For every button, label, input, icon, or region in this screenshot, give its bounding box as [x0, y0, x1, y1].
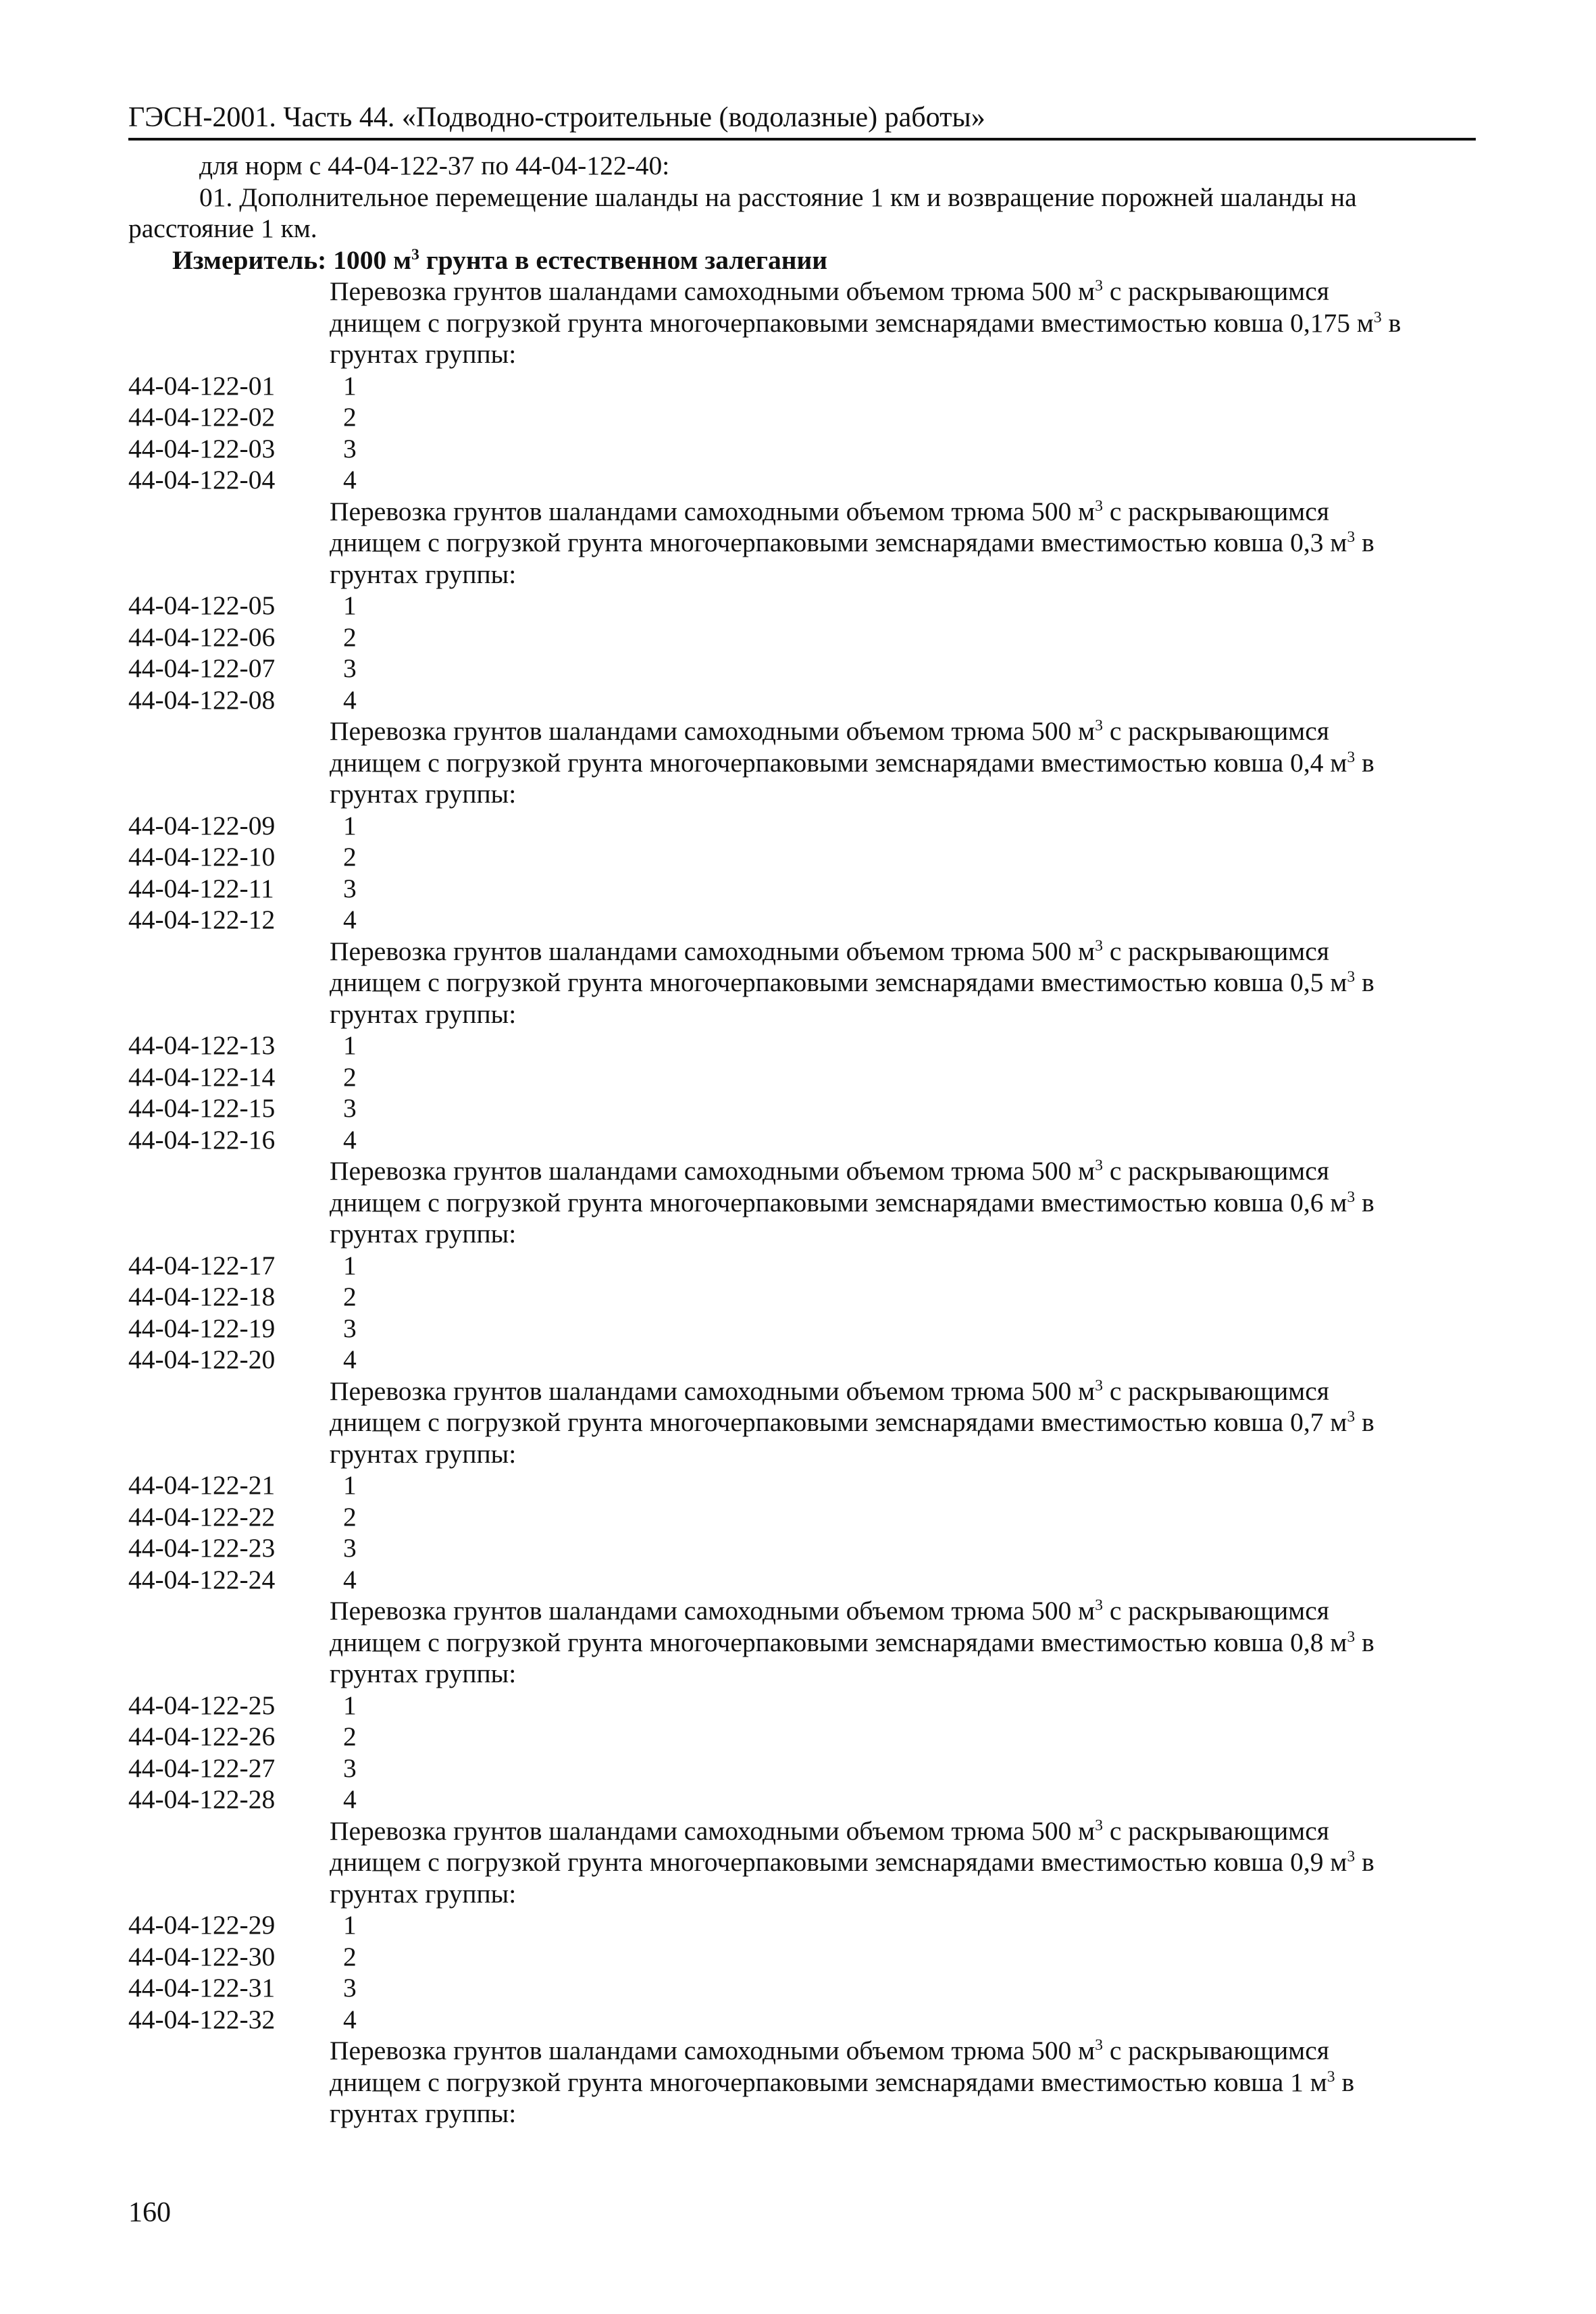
norm-row: [128, 684, 1476, 716]
norm-block: [128, 715, 1476, 936]
norm-row: [128, 653, 1476, 684]
description-line-1: [330, 1376, 1478, 1407]
block-description: [128, 276, 1478, 370]
norm-row: [128, 873, 1476, 905]
block-description: [128, 1595, 1478, 1690]
note-line-1: 01. Дополнительное перемещение шаланды на расстояние 1 км и возвращение порожней шаланды на: [199, 182, 1357, 212]
description-text: с раскрывающимся: [1102, 276, 1329, 306]
norm-code: 44-04-122-20: [128, 1344, 276, 1374]
description-text: днищем с погрузкой грунта многочерпаковыми земснарядами вместимостью ковша 0,8 м: [330, 1627, 1347, 1657]
description-line-2: [330, 967, 1478, 999]
norm-row: [128, 1281, 1476, 1313]
norm-row: [128, 464, 1476, 496]
measure-unit: [128, 245, 1476, 276]
norm-row: [128, 1344, 1476, 1376]
norm-block: [128, 1815, 1476, 2036]
cubic-sup: 3: [1347, 967, 1356, 986]
norms-range-line: для норм с 44-04-122-37 по 44-04-122-40:: [199, 151, 670, 180]
soil-group: 2: [343, 1941, 357, 1971]
norm-block: [128, 1376, 1476, 1596]
description-text: Перевозка грунтов шаландами самоходными объемом трюма 500 м: [330, 1815, 1096, 1846]
soil-group: 2: [343, 402, 357, 432]
soil-group: 1: [343, 1470, 357, 1500]
soil-group: 4: [343, 1784, 357, 1814]
description-text: в: [1355, 1847, 1374, 1877]
description-line-3: грунтах группы:: [330, 779, 517, 809]
norm-row: [128, 841, 1476, 873]
description-text: с раскрывающимся: [1102, 1376, 1329, 1406]
norm-row: [128, 1972, 1476, 2004]
description-line-3: грунтах группы:: [330, 339, 517, 369]
norm-code: 44-04-122-30: [128, 1941, 276, 1971]
norm-code: 44-04-122-23: [128, 1533, 276, 1563]
soil-group: 3: [343, 1753, 357, 1783]
soil-group: 3: [343, 1533, 357, 1563]
cubic-sup: 3: [1347, 1847, 1356, 1865]
norm-code: 44-04-122-26: [128, 1721, 276, 1751]
norm-code: 44-04-122-19: [128, 1313, 276, 1343]
norm-code: 44-04-122-06: [128, 622, 276, 652]
description-text: с раскрывающимся: [1102, 716, 1329, 746]
description-text: Перевозка грунтов шаландами самоходными объемом трюма 500 м: [330, 496, 1096, 526]
norm-row: [128, 1092, 1476, 1124]
description-text: Перевозка грунтов шаландами самоходными объемом трюма 500 м: [330, 716, 1096, 746]
norm-block: [128, 2035, 1476, 2130]
cubic-sup: 3: [1347, 528, 1356, 546]
norm-code: 44-04-122-29: [128, 1910, 276, 1940]
block-description: [128, 496, 1478, 590]
norm-code: 44-04-122-13: [128, 1030, 276, 1060]
soil-group: 4: [343, 465, 357, 495]
norm-row: [128, 1061, 1476, 1093]
norm-code: 44-04-122-28: [128, 1784, 276, 1814]
block-description: [128, 1376, 1478, 1470]
norm-code: 44-04-122-32: [128, 2004, 276, 2034]
description-text: днищем с погрузкой грунта многочерпаковыми земснарядами вместимостью ковша 0,175 м: [330, 307, 1374, 338]
norm-row: [128, 1690, 1476, 1721]
description-text: с раскрывающимся: [1102, 936, 1329, 966]
norm-code: 44-04-122-17: [128, 1250, 276, 1280]
cubic-sup: 3: [1095, 1376, 1103, 1394]
norm-row: [128, 433, 1476, 465]
norm-block: [128, 1155, 1476, 1376]
description-text: в: [1381, 307, 1401, 338]
block-description: [128, 715, 1478, 810]
description-text: днищем с погрузкой грунта многочерпаковыми земснарядами вместимостью ковша 0,4 м: [330, 747, 1347, 778]
description-text: днищем с погрузкой грунта многочерпаковыми земснарядами вместимостью ковша 0,7 м: [330, 1407, 1347, 1437]
block-description: [128, 1815, 1478, 1910]
description-line-1: [330, 715, 1478, 747]
description-text: Перевозка грунтов шаландами самоходными объемом трюма 500 м: [330, 2036, 1096, 2065]
soil-group: 1: [343, 590, 357, 620]
soil-group: 2: [343, 1061, 357, 1092]
soil-group: 2: [343, 842, 357, 872]
description-line-3: грунтах группы:: [330, 2098, 517, 2128]
description-text: днищем с погрузкой грунта многочерпаковыми земснарядами вместимостью ковша 0,5 м: [330, 967, 1347, 997]
norm-code: 44-04-122-14: [128, 1061, 276, 1092]
description-line-2: [330, 307, 1478, 339]
norm-row: [128, 1564, 1476, 1596]
soil-group: 1: [343, 1690, 357, 1720]
norm-code: 44-04-122-01: [128, 370, 276, 401]
description-text: днищем с погрузкой грунта многочерпаковыми земснарядами вместимостью ковша 0,3 м: [330, 528, 1347, 557]
soil-group: 4: [343, 905, 357, 934]
norm-row: [128, 1909, 1476, 1941]
norm-code: 44-04-122-24: [128, 1564, 276, 1594]
cubic-sup: 3: [1095, 716, 1103, 734]
norm-block: [128, 496, 1476, 716]
norm-row: [128, 1250, 1476, 1282]
description-line-3: грунтах группы:: [330, 1219, 517, 1249]
description-text: в: [1355, 1407, 1374, 1437]
norm-row: [128, 590, 1476, 622]
soil-group: 3: [343, 653, 357, 683]
soil-group: 3: [343, 433, 357, 463]
description-text: с раскрывающимся: [1102, 1156, 1329, 1186]
norm-row: [128, 1124, 1476, 1156]
soil-group: 3: [343, 1973, 357, 2003]
norm-code: 44-04-122-07: [128, 653, 276, 683]
cubic-sup: 3: [1327, 2067, 1335, 2086]
cubic-sup: 3: [1095, 497, 1103, 515]
block-description: [128, 936, 1478, 1030]
norm-code: 44-04-122-31: [128, 1973, 276, 2003]
cubic-sup: 3: [1095, 1156, 1103, 1174]
norm-code: 44-04-122-05: [128, 590, 276, 620]
description-line-3: грунтах группы:: [330, 1878, 517, 1909]
cubic-sup: 3: [1347, 748, 1356, 766]
norm-block: [128, 1595, 1476, 1815]
norm-block: [128, 276, 1476, 496]
description-text: днищем с погрузкой грунта многочерпаковыми земснарядами вместимостью ковша 1 м: [330, 2067, 1327, 2097]
soil-group: 2: [343, 1501, 357, 1532]
norm-row: [128, 1030, 1476, 1061]
norm-row: [128, 1501, 1476, 1533]
description-text: с раскрывающимся: [1102, 2036, 1329, 2065]
description-text: Перевозка грунтов шаландами самоходными объемом трюма 500 м: [330, 1596, 1096, 1626]
block-description: [128, 2035, 1478, 2130]
description-text: с раскрывающимся: [1102, 1815, 1329, 1846]
cubic-sup: 3: [1373, 308, 1382, 326]
norm-code: 44-04-122-15: [128, 1093, 276, 1123]
norm-row: [128, 904, 1476, 936]
cubic-sup: 3: [1095, 2036, 1103, 2054]
description-text: с раскрывающимся: [1102, 496, 1329, 526]
description-text: Перевозка грунтов шаландами самоходными объемом трюма 500 м: [330, 1376, 1096, 1406]
description-line-2: [330, 747, 1478, 779]
measure-sup: 3: [411, 245, 419, 263]
norm-row: [128, 810, 1476, 842]
norm-code: 44-04-122-11: [128, 873, 274, 903]
norm-code: 44-04-122-18: [128, 1282, 276, 1311]
description-text: Перевозка грунтов шаландами самоходными объемом трюма 500 м: [330, 276, 1096, 306]
description-line-3: грунтах группы:: [330, 1659, 517, 1688]
description-line-1: [330, 1595, 1478, 1627]
description-line-2: [330, 1187, 1478, 1219]
measure-tail: грунта в естественном залегании: [419, 245, 828, 275]
norm-code: 44-04-122-04: [128, 465, 276, 495]
norm-code: 44-04-122-21: [128, 1470, 276, 1500]
description-line-1: [330, 496, 1478, 528]
description-line-2: [330, 2067, 1478, 2098]
description-line-2: [330, 527, 1478, 559]
norm-code: 44-04-122-09: [128, 810, 276, 840]
description-text: днищем с погрузкой грунта многочерпаковыми земснарядами вместимостью ковша 0,6 м: [330, 1187, 1347, 1217]
description-line-3: грунтах группы:: [330, 999, 517, 1029]
description-line-1: [330, 936, 1478, 967]
description-text: в: [1355, 528, 1374, 557]
block-description: [128, 1155, 1478, 1250]
soil-group: 4: [343, 1564, 357, 1594]
soil-group: 4: [343, 2004, 357, 2034]
description-text: с раскрывающимся: [1102, 1596, 1329, 1626]
description-line-2: [330, 1846, 1478, 1878]
norm-block: [128, 936, 1476, 1156]
document-body: [128, 150, 1476, 2130]
description-text: в: [1335, 2067, 1355, 2097]
norm-code: 44-04-122-16: [128, 1124, 276, 1155]
soil-group: 2: [343, 1721, 357, 1751]
norm-code: 44-04-122-08: [128, 684, 276, 715]
norm-row: [128, 370, 1476, 402]
norm-code: 44-04-122-02: [128, 402, 276, 432]
description-line-1: [330, 1155, 1478, 1187]
description-text: в: [1355, 967, 1374, 997]
norm-row: [128, 1532, 1476, 1564]
description-text: в: [1355, 1187, 1374, 1217]
header-rule: [128, 138, 1476, 141]
cubic-sup: 3: [1095, 936, 1103, 955]
soil-group: 2: [343, 1282, 357, 1311]
norm-row: [128, 1784, 1476, 1815]
cubic-sup: 3: [1347, 1407, 1356, 1426]
soil-group: 4: [343, 1124, 357, 1155]
note-line-2: расстояние 1 км.: [128, 213, 317, 243]
norm-row: [128, 622, 1476, 653]
cubic-sup: 3: [1347, 1188, 1356, 1206]
measure-label: Измеритель: 1000 м: [172, 245, 411, 275]
soil-group: 1: [343, 370, 357, 401]
cubic-sup: 3: [1095, 1596, 1103, 1614]
soil-group: 3: [343, 1313, 357, 1343]
norm-code: 44-04-122-27: [128, 1753, 276, 1783]
description-line-3: грунтах группы:: [330, 559, 517, 589]
norm-code: 44-04-122-12: [128, 905, 276, 934]
description-line-1: [330, 1815, 1478, 1847]
soil-group: 3: [343, 1093, 357, 1123]
running-header: ГЭСН-2001. Часть 44. «Подводно-строительные (водолазные) работы»: [128, 102, 985, 133]
cubic-sup: 3: [1347, 1628, 1356, 1646]
norm-row: [128, 1753, 1476, 1784]
norm-row: [128, 401, 1476, 433]
soil-group: 4: [343, 1344, 357, 1374]
soil-group: 1: [343, 1250, 357, 1280]
description-text: Перевозка грунтов шаландами самоходными объемом трюма 500 м: [330, 1156, 1096, 1186]
soil-group: 3: [343, 873, 357, 903]
norm-row: [128, 1941, 1476, 1973]
soil-group: 1: [343, 810, 357, 840]
norm-row: [128, 1313, 1476, 1344]
description-text: днищем с погрузкой грунта многочерпаковыми земснарядами вместимостью ковша 0,9 м: [330, 1847, 1347, 1877]
norm-row: [128, 1721, 1476, 1753]
description-line-1: [330, 2035, 1478, 2067]
description-text: в: [1355, 747, 1374, 778]
description-line-3: грунтах группы:: [330, 1438, 517, 1469]
norm-blocks: [128, 276, 1476, 2130]
cubic-sup: 3: [1095, 276, 1103, 295]
description-text: в: [1355, 1627, 1374, 1657]
soil-group: 1: [343, 1910, 357, 1940]
description-text: Перевозка грунтов шаландами самоходными объемом трюма 500 м: [330, 936, 1096, 966]
description-line-2: [330, 1407, 1478, 1438]
soil-group: 1: [343, 1030, 357, 1060]
description-line-2: [330, 1627, 1478, 1659]
norm-code: 44-04-122-10: [128, 842, 276, 872]
norm-row: [128, 1469, 1476, 1501]
norm-row: [128, 2004, 1476, 2036]
description-line-1: [330, 276, 1478, 307]
norm-code: 44-04-122-25: [128, 1690, 276, 1720]
norm-code: 44-04-122-22: [128, 1501, 276, 1532]
soil-group: 2: [343, 622, 357, 652]
page-number: 160: [128, 2197, 171, 2228]
norm-code: 44-04-122-03: [128, 433, 276, 463]
soil-group: 4: [343, 684, 357, 715]
cubic-sup: 3: [1095, 1816, 1103, 1834]
